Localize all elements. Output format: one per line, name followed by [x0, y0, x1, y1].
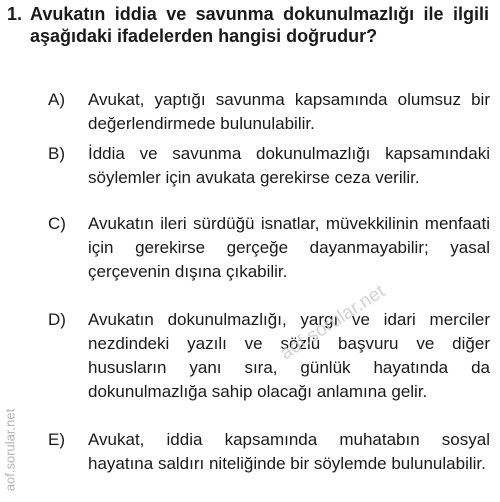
diagonal-watermark-text: aof.sorular.net — [276, 280, 389, 365]
option-text: Avukat, yaptığı savunma kapsamında olumsuz bir değerlendirmede bulunulabilir. — [88, 90, 490, 133]
option-text: İddia ve savunma dokunulmazlığı kapsamındaki söylemler için avukata gerekirse ceza verilir. — [88, 144, 490, 187]
option-text: Avukatın ileri sürdüğü isnatlar, müvekkilinin menfaati için gerekirse gerçeğe dayanmayabilir; yasal çerçevenin dışına çıkabilir. — [88, 214, 490, 281]
diagonal-watermark — [248, 280, 418, 365]
option-letter: E) — [48, 430, 65, 449]
question-number: 1. — [7, 4, 23, 24]
option-letter: D) — [48, 310, 66, 329]
option-letter: A) — [48, 90, 65, 109]
side-watermark-text: aof.sorular.net — [2, 408, 18, 492]
side-watermark — [0, 398, 20, 502]
option-text: Avukatın dokunulmazlığı, yargı ve idari merciler nezdindeki yazılı ve sözlü başvuru ve diğer hususların yanı sıra, günlük hayatında da dokunulmazlığa sahip olacağı anlamına gelir. — [88, 310, 490, 401]
option-letter: B) — [48, 144, 65, 163]
option-text: Avukat, iddia kapsamında muhatabın sosyal hayatına saldırı niteliğinde bir söylemde bulunulabilir. — [88, 430, 490, 473]
option-letter: C) — [48, 214, 66, 233]
question-stem: Avukatın iddia ve savunma dokunulmazlığı ile ilgili aşağıdaki ifadelerden hangisi doğrudur? — [30, 4, 489, 46]
